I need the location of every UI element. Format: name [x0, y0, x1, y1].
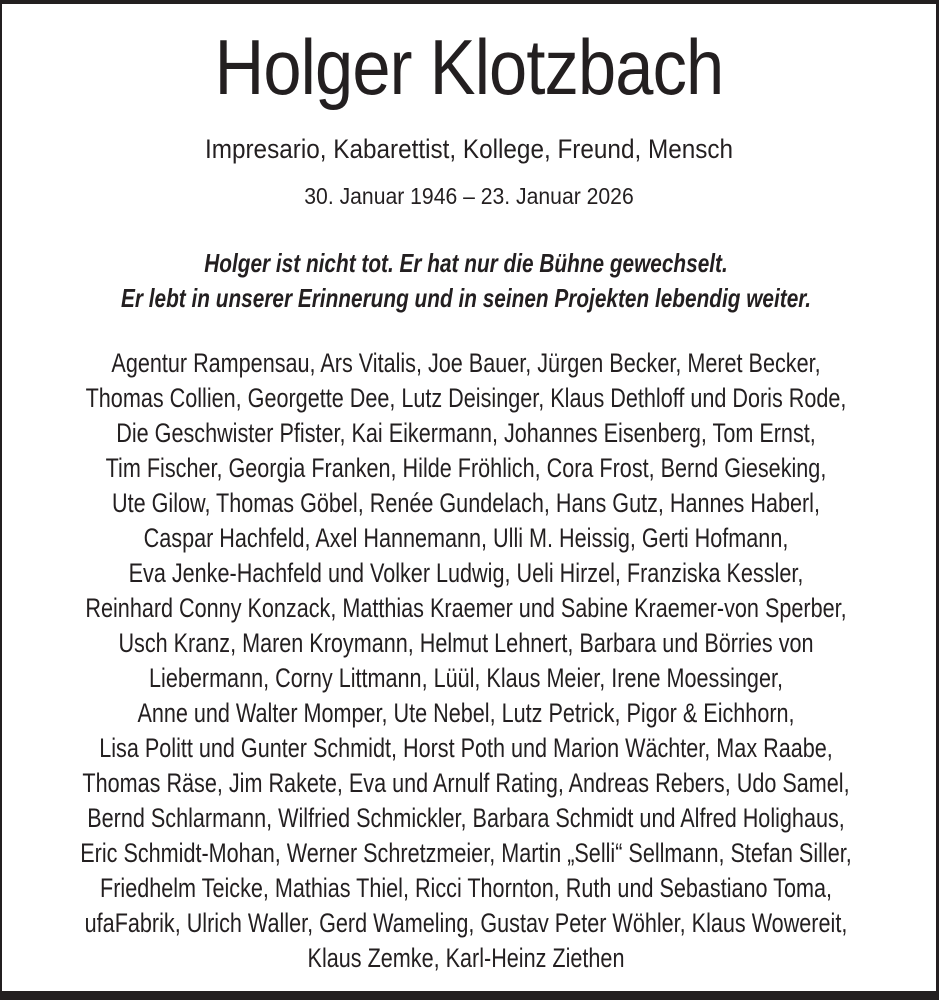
- text-line: Anne und Walter Momper, Ute Nebel, Lutz Petrick, Pigor & Eichhorn,: [137, 698, 795, 728]
- epitaph: [26, 246, 906, 316]
- text-line: Thomas Collien, Georgette Dee, Lutz Deisinger, Klaus Dethloff und Doris Rode,: [85, 383, 847, 413]
- deceased-name: Holger Klotzbach: [214, 23, 724, 111]
- text-line: Bernd Schlarmann, Wilfried Schmickler, Barbara Schmidt und Alfred Holighaus,: [87, 803, 845, 833]
- text-line: Usch Kranz, Maren Kroymann, Helmut Lehnert, Barbara und Börries von: [118, 628, 814, 658]
- text-line: Tim Fischer, Georgia Franken, Hilde Fröhlich, Cora Frost, Bernd Gieseking,: [105, 453, 827, 483]
- mourners-list: [0, 346, 939, 976]
- text-line: ufaFabrik, Ulrich Waller, Gerd Wameling, Gustav Peter Wöhler, Klaus Wowereit,: [84, 908, 848, 938]
- text-line: Caspar Hachfeld, Axel Hannemann, Ulli M. Heissig, Gerti Hofmann,: [143, 523, 789, 553]
- text-line: Klaus Zemke, Karl-Heinz Ziethen: [307, 943, 625, 973]
- roles-line: Impresario, Kabarettist, Kollege, Freund, Mensch: [204, 134, 734, 164]
- text-line: Ute Gilow, Thomas Göbel, Renée Gundelach, Hans Gutz, Hannes Haberl,: [112, 488, 820, 518]
- text-line: Thomas Räse, Jim Rakete, Eva und Arnulf Rating, Andreas Rebers, Udo Samel,: [82, 768, 850, 798]
- text-line: Er lebt in unserer Erinnerung und in seinen Projekten lebendig weiter.: [120, 283, 812, 313]
- text-line: Lisa Politt und Gunter Schmidt, Horst Poth und Marion Wächter, Max Raabe,: [99, 733, 833, 763]
- text-line: Eva Jenke-Hachfeld und Volker Ludwig, Ueli Hirzel, Franziska Kessler,: [128, 558, 804, 588]
- life-dates: 30. Januar 1946 – 23. Januar 2026: [304, 183, 634, 209]
- text-line: Friedhelm Teicke, Mathias Thiel, Ricci Thornton, Ruth und Sebastiano Toma,: [100, 873, 832, 903]
- text-line: Holger ist nicht tot. Er hat nur die Bühne gewechselt.: [204, 248, 728, 278]
- text-line: Reinhard Conny Konzack, Matthias Kraemer und Sabine Kraemer-von Sperber,: [85, 593, 847, 623]
- text-line: Liebermann, Corny Littmann, Lüül, Klaus Meier, Irene Moessinger,: [149, 663, 783, 693]
- text-line: Agentur Rampensau, Ars Vitalis, Joe Bauer, Jürgen Becker, Meret Becker,: [111, 348, 821, 378]
- text-line: Eric Schmidt-Mohan, Werner Schretzmeier, Martin „Selli“ Sellmann, Stefan Siller,: [80, 838, 852, 868]
- text-line: Die Geschwister Pfister, Kai Eikermann, Johannes Eisenberg, Tom Ernst,: [116, 418, 816, 448]
